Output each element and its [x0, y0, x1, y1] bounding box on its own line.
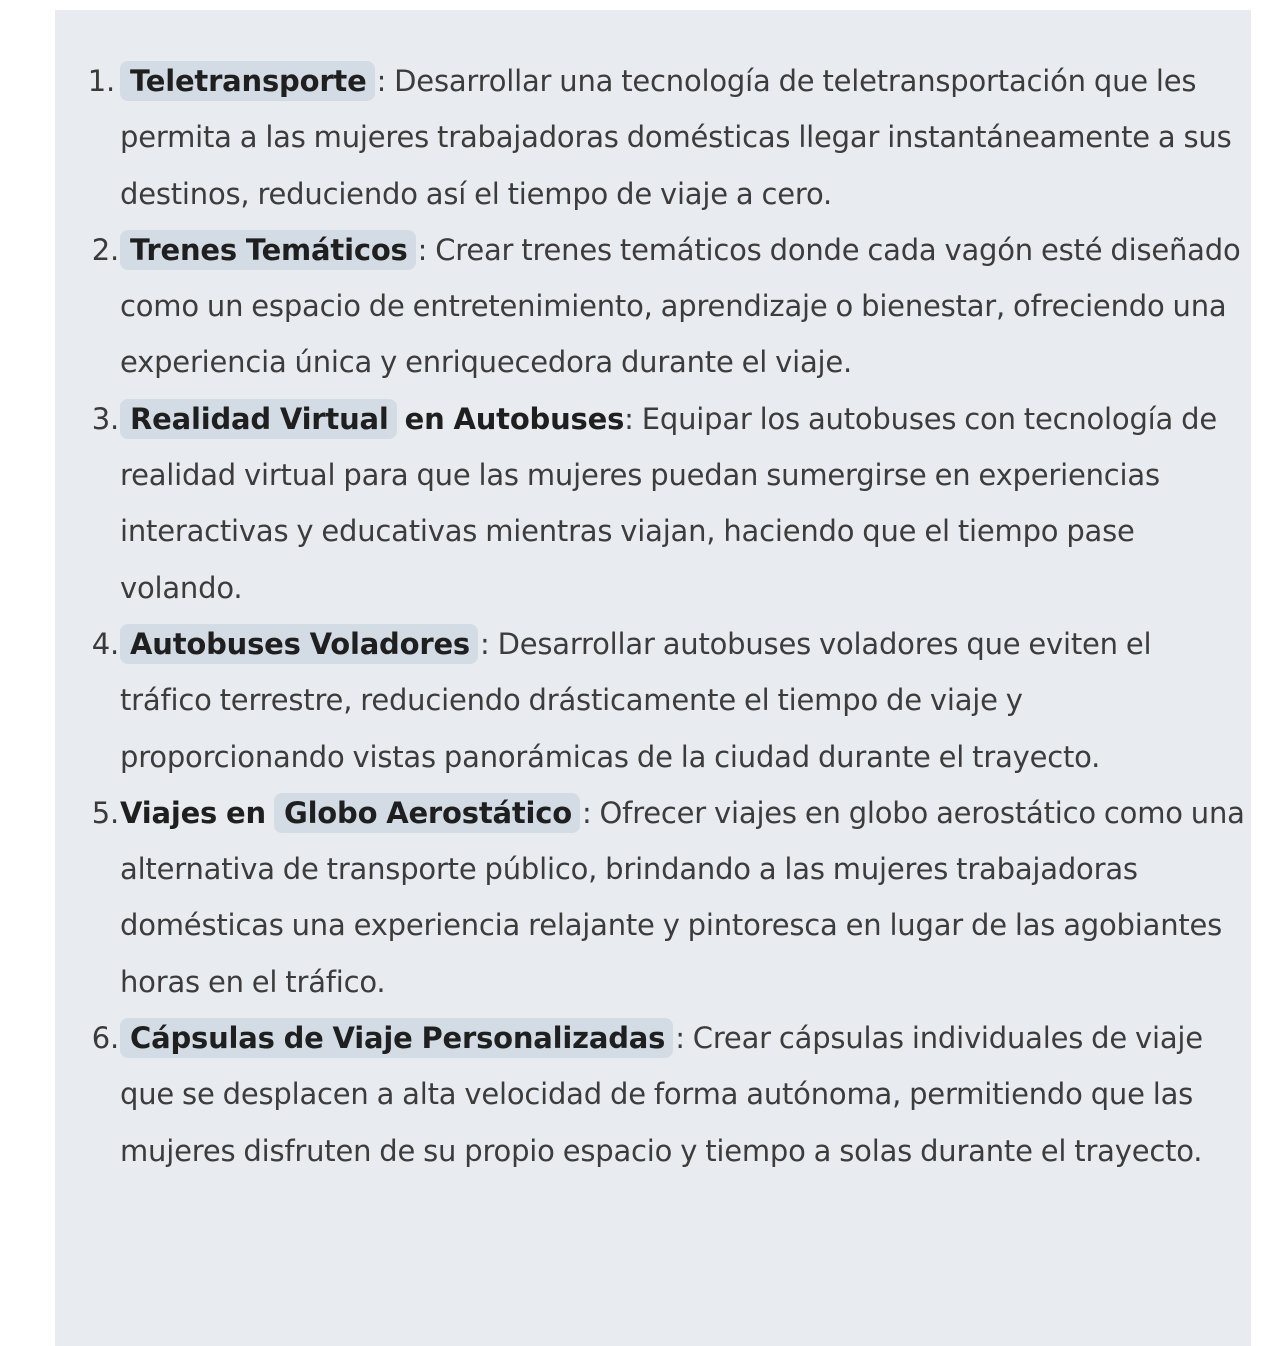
item-number: 5.: [91, 795, 119, 830]
item-term-prefix: Viajes en: [120, 795, 266, 830]
list-item: [55, 785, 1251, 1010]
item-number: 1.: [87, 64, 115, 98]
list-item: [55, 222, 1251, 391]
item-term-suffix: en Autobuses: [404, 401, 625, 436]
item-description: : Desarrollar una tecnología de teletransportación que les permita a las mujeres trabajadoras domésticas llegar instantáneamente a sus destinos, reduciendo así el tiempo de viaje a cero.: [120, 64, 1232, 211]
item-number: 6.: [91, 1021, 119, 1056]
item-description: : Ofrecer viajes en globo aerostático como una alternativa de transporte público, brindando a las mujeres trabajadoras domésticas una experiencia relajante y pintoresca en lugar de las agobiantes horas en el tráfico.: [120, 795, 1245, 999]
idea-list: [55, 53, 1251, 1179]
content-panel: [55, 10, 1251, 1346]
item-description: : Equipar los autobuses con tecnología de realidad virtual para que las mujeres puedan sumergirse en experiencias interactivas y educativas mientras viajan, haciendo que el tiempo pase volando.: [120, 401, 1217, 605]
item-term: Globo Aerostático: [274, 793, 580, 833]
item-number: 3.: [91, 401, 119, 436]
item-description: : Crear cápsulas individuales de viaje que se desplacen a alta velocidad de forma autónoma, permitiendo que las mujeres disfruten de su propio espacio y tiempo a solas durante el trayecto.: [120, 1021, 1203, 1168]
list-item: [55, 391, 1251, 616]
list-item: [55, 616, 1251, 785]
item-description: : Desarrollar autobuses voladores que eviten el tráfico terrestre, reduciendo drásticamente el tiempo de viaje y proporcionando vistas panorámicas de la ciudad durante el trayecto.: [120, 626, 1152, 774]
item-term: Cápsulas de Viaje Personalizadas: [120, 1018, 673, 1058]
item-term: Trenes Temáticos: [120, 230, 416, 270]
item-term: Autobuses Voladores: [120, 624, 478, 664]
list-item: [55, 1010, 1251, 1179]
item-number: 2.: [91, 232, 119, 267]
item-number: 4.: [91, 626, 119, 661]
list-item: [55, 53, 1251, 222]
item-description: : Crear trenes temáticos donde cada vagón esté diseñado como un espacio de entretenimiento, aprendizaje o bienestar, ofreciendo una experiencia única y enriquecedora durante el viaje.: [120, 232, 1241, 380]
item-term: Teletransporte: [120, 61, 375, 101]
item-term: Realidad Virtual: [120, 399, 397, 439]
